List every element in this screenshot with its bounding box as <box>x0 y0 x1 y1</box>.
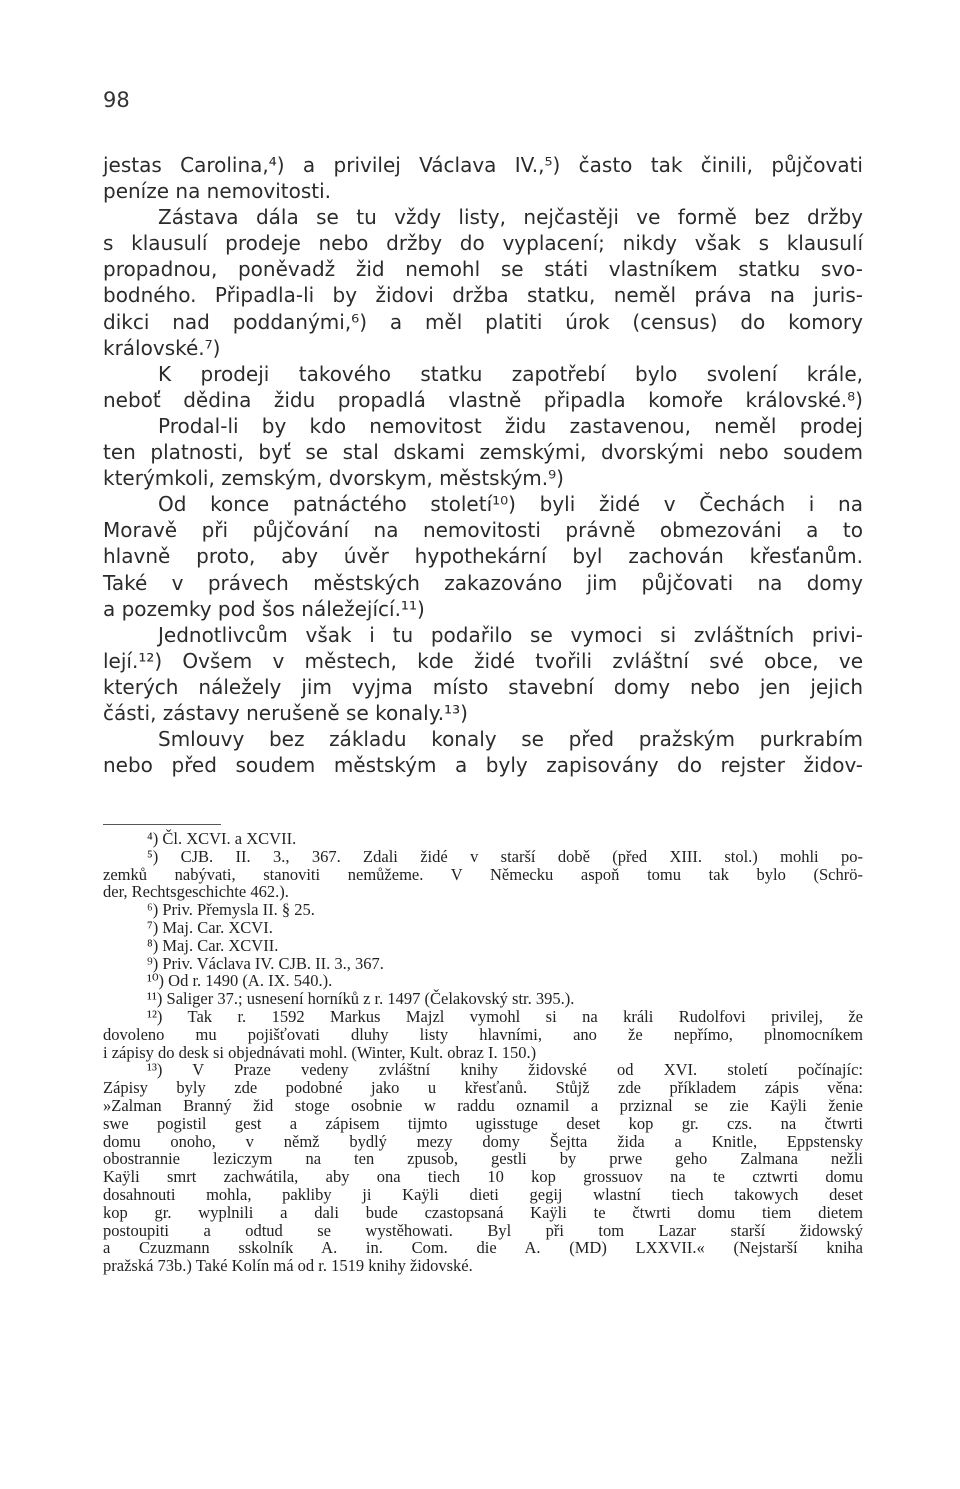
body-line: Prodal-li by kdo nemovitost židu zastavenou, neměl prodej <box>158 413 863 438</box>
body-line: dikci nad poddanými,⁶) a měl platiti úrok (census) do komory <box>103 309 863 334</box>
footnote-line: ⁸) Maj. Car. XCVII. <box>147 935 279 955</box>
body-line: lejí.¹²) Ovšem v městech, kde židé tvořili zvláštní své obce, ve <box>103 648 863 673</box>
footnote-line: dovoleno mu pojišťovati dluhy listy hlavními, ano že nepřímo, plnomocníkem <box>103 1024 863 1044</box>
body-line: a pozemky pod šos náležející.¹¹) <box>103 596 425 621</box>
footnote-line: pražská 73b.) Také Kolín má od r. 1519 knihy židovské. <box>103 1256 473 1276</box>
footnote-line: i zápisy do desk si objednávati mohl. (Winter, Kult. obraz I. 150.) <box>103 1042 537 1062</box>
body-line: Jednotlivcům však i tu podařilo se vymoci si zvláštních privi- <box>158 622 863 647</box>
body-line: propadnou, poněvadž žid nemohl se státi vlastníkem statku svo- <box>103 257 863 282</box>
body-line: Zástava dála se tu vždy listy, nejčastěji ve formě bez držby <box>158 205 863 230</box>
footnote-line: zemků nabývati, stanoviti nemůžeme. V Německu aspoň tomu tak bylo (Schrö- <box>103 864 863 884</box>
footnote-line: a Czuzmann sskolník A. in. Com. die A. (MD) LXXVII.« (Nejstarší kniha <box>103 1238 863 1258</box>
body-line: Od konce patnáctého století¹⁰) byli židé v Čechách i na <box>158 492 863 517</box>
footnotes <box>103 830 863 1275</box>
footnote-line: ⁴) Čl. XCVI. a XCVII. <box>147 829 297 848</box>
footnote-line: ⁶) Priv. Přemysla II. § 25. <box>147 900 315 920</box>
body-line: Také v právech městských zakazováno jim půjčovati na domy <box>103 570 863 595</box>
body-line: hlavně proto, aby úvěr hypothekární byl zachován křesťanům. <box>103 544 863 569</box>
footnote-line: Kaÿli smrt zachwátila, aby ona tiech 10 kop grossuov na te cztwrti domu <box>103 1167 863 1187</box>
footnote-line: ⁹) Priv. Václava IV. CJB. II. 3., 367. <box>147 953 384 973</box>
footnote-line: ¹³) V Praze vedeny zvláštní knihy židovské od XVI. století počínajíc: <box>147 1060 863 1080</box>
footnote-line: ¹⁰) Od r. 1490 (A. IX. 540.). <box>147 971 333 991</box>
page-number: 98 <box>103 88 130 112</box>
body-line: nebo před soudem městským a byly zapisovány do rejster židov- <box>103 753 863 778</box>
footnote-line: »Zalman Branný žid stoge osobnie w raddu oznamil a prziznal se zie Kaÿli ženie <box>103 1095 863 1115</box>
footnote-line: der, Rechtsgeschichte 462.). <box>103 882 289 902</box>
body-text <box>103 152 863 778</box>
body-line: Moravě při půjčování na nemovitosti právně obmezováni a to <box>103 518 863 543</box>
body-line: ten platnosti, byť se stal dskami zemskými, dvorskými nebo soudem <box>103 440 863 465</box>
body-line: jestas Carolina,⁴) a privilej Václava IV.,⁵) často tak činili, půjčovati <box>103 153 863 177</box>
body-line: Smlouvy bez základu konaly se před pražským purkrabím <box>158 727 863 752</box>
footnote-line: domu onoho, v němž bydlý mezy domy Šejtta žida a Knitle, Eppstensky <box>103 1131 863 1151</box>
footnote-line: swe pogistil gest a zápisem tijmto ugisstuge deset kop gr. czs. na čtwrti <box>103 1113 863 1133</box>
footnote-line: ⁷) Maj. Car. XCVI. <box>147 917 273 937</box>
body-line: kterýmkoli, zemským, dvorskym, městským.⁹) <box>103 466 564 491</box>
footnote-line: ⁵) CJB. II. 3., 367. Zdali židé v starší době (před XIII. stol.) mohli po- <box>147 846 863 866</box>
footnote-line: postoupiti a odtud se wystěhowati. Byl při tom Lazar starší židowský <box>103 1220 863 1240</box>
body-line: s klausulí prodeje nebo držby do vyplacení; nikdy však s klausulí <box>103 231 863 256</box>
body-line: kterých náležely jim vyjma místo stavební domy nebo jen jejich <box>103 674 863 699</box>
body-line: neboť dědina židu propadlá vlastně připadla komoře královské.⁸) <box>103 387 863 412</box>
body-line: bodného. Připadla-li by židovi držba statku, neměl práva na juris- <box>103 283 863 308</box>
footnote-line: dosahnouti mohla, pakliby ji Kaÿli dieti gegij wlastní tiech takowych deset <box>103 1184 863 1204</box>
footnote-line: Zápisy byly zde podobné jako u křesťanů. Stůjž zde příkladem zápis věna: <box>103 1078 863 1098</box>
footnote-line: ¹²) Tak r. 1592 Markus Majzl vymohl si na králi Rudolfovi privilej, že <box>147 1006 863 1026</box>
body-line: královské.⁷) <box>103 335 221 360</box>
footnote-separator <box>103 824 221 825</box>
footnote-line: obostrannie leziczym na ten zpusob, gestli by prwe geho Zalmana nežli <box>103 1149 863 1169</box>
footnote-line: ¹¹) Saliger 37.; usnesení horníků z r. 1497 (Čelakovský str. 395.). <box>147 989 575 1009</box>
body-line: K prodeji takového statku zapotřebí bylo svolení krále, <box>158 361 863 386</box>
footnote-line: kop gr. wyplnili a dali bude czastopsaná Kaÿli te čtwrti domu tiem dietem <box>103 1202 863 1222</box>
body-line: peníze na nemovitosti. <box>103 179 332 204</box>
body-line: části, zástavy nerušeně se konaly.¹³) <box>103 700 468 725</box>
